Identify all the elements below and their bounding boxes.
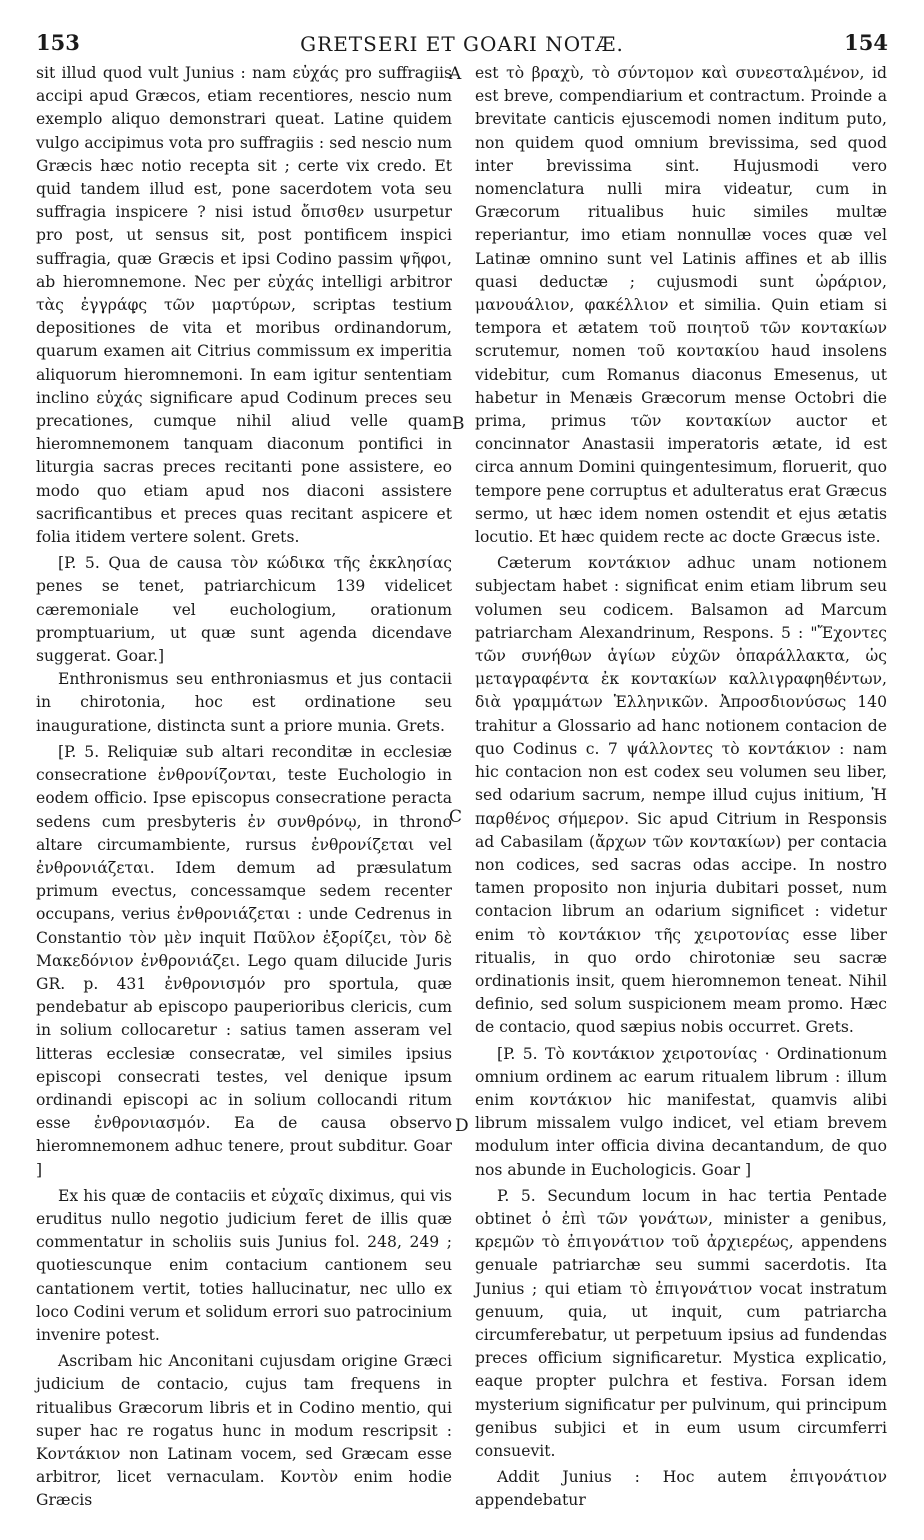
page-number-left: 153 (36, 30, 80, 55)
right-column (475, 62, 887, 1513)
page-number-right: 154 (844, 30, 888, 55)
right-paragraph: Cæterum κοντάκιον adhuc unam notionem subjectam habet : significat enim etiam librum seu volumen seu codicem. Balsamon ad Marcum patriarcham Alexandrinum, Respons. 5 : "Ἔχοντες τῶν συνήθων ἁγίων εὐχῶν ὀπαράλλακτα, ὡς μεταγραφέντα ἐκ κοντακίων καλλιγραφηθέντων, διὰ γραμμάτων Ἑλληνικῶν. Ἀπροσδιονύσως 140 trahitur a Glossario ad hanc notionem contacion de quo Codinus c. 7 ψάλλοντες τὸ κοντάκιον : nam hic contacion non est codex seu volumen seu liber, sed odarium sacrum, nempe illud cujus initium, Ἡ παρθένος σήμερον. Sic apud Citrium in Responsis ad Cabasilam (ἄρχων τῶν κοντακίων) per contacia non codices, sed sacras odas accipe. In nostro tamen proposito non injuria dubitari posset, num contacion librum an odarium significet : videtur enim τὸ κοντάκιον τῆς χειροτονίας esse liber ritualis, in quo ordo chirotoniæ seu sacræ ordinationis insit, quem hieromnemon teneat. Nihil definio, sed solum suspicionem meam promo. Hæc de contacio, quod sæpius nobis occurret. Grets. (475, 554, 887, 1037)
margin-marker-d: D (455, 1116, 469, 1136)
left-paragraph: Ex his quæ de contaciis et εὐχαῖς diximus, qui vis eruditus nullo negotio judicium feret de illis quæ commentatur in scholiis suis Junius fol. 248, 249 ; quotiescunque enim contacium cantionem seu cantationem vertit, toties hallucinatur, nec ullo ex loco Codini verum et solidum errori suo patrocinium invenire potest. (36, 1186, 452, 1344)
left-column (36, 62, 452, 1513)
right-paragraph: est τὸ βραχὺ, τὸ σύντομον καὶ συνεσταλμένον, id est breve, compendiarium et contractum. Proinde a brevitate canticis ejuscemodi nomen inditum puto, non quidem quod omnium brevissima, sed quod inter brevissima sint. Hujusmodi vero nomenclatura nulli mira videatur, cum in Græcorum ritualibus huic similes multæ reperiantur, imo etiam nonnullæ voces quæ vel Latinæ omnino sunt vel Latinis affines et ab illis quasi deductæ ; cujusmodi sunt ὠράριον, μανουάλιον, φακέλλιον et similia. Quin etiam si tempora et ætatem τοῦ ποιητοῦ τῶν κοντακίων scrutemur, nomen τοῦ κοντακίου haud insolens videbitur, cum Romanus diaconus Emesenus, ut habetur in Menæis Græcorum mense Octobri die prima, primus τῶν κοντακίων auctor et concinnator Anastasii imperatoris ætate, id est circa annum Domini quingentesimum, floruerit, quo tempore pene corruptus et adulteratus erat Græcus sermo, ut hæc idem nomen ostendit et ejus ætatis locutio. Et hæc quidem recte ac docte Græcus iste. (475, 64, 887, 547)
left-paragraph: Ascribam hic Anconitani cujusdam origine Græci judicium de contacio, cujus tam frequens in ritualibus Græcorum libris et in Codino mentio, qui super hac re rogatus hunc in modum rescripsit : Κοντάκιον non Latinam vocem, sed Græcam esse arbitror, licet vernaculam. Κοντὸν enim hodie Græcis (36, 1352, 452, 1510)
left-paragraph: [P. 5. Reliquiæ sub altari reconditæ in ecclesiæ consecratione ἐνθρονίζονται, teste Euchologio in eodem officio. Ipse episcopus consecratione peracta sedens cum presbyteris ἐν συνθρόνῳ, in throno altare circumambiente, rursus ἐνθρονίζεται vel ἐνθρονιάζεται. Idem demum ad præsulatum primum evectus, concessamque sedem recenter occupans, verius ἐνθρονιάζεται : unde Cedrenus in Constantio τὸν μὲν inquit Παῦλον ἐξορίζει, τὸν δὲ Μακεδόνιον ἐνθρονιάζει. Lego quam dilucide Juris GR. p. 431 ἐνθρονισμόν pro sportula, quæ pendebatur ab episcopo pauperioribus clericis, cum in solium collocaretur : satius tamen asseram vel litteras ecclesiæ consecratæ, vel similes ipsius episcopi consecrati testes, vel denique ipsum ordinandi episcopi ac in solium collocandi ritum esse ἐνθρονιασμόν. Ea de causa observo hieromnemonem adhuc tenere, prout subditur. Goar ] (36, 742, 452, 1179)
right-paragraph: P. 5. Secundum locum in hac tertia Pentade obtinet ὁ ἐπὶ τῶν γονάτων, minister a genibus, κρεμῶν τὸ ἐπιγονάτιον τοῦ ἀρχιερέως, appendens genuale patriarchæ seu summi sacerdotis. Ita Junius ; qui etiam τὸ ἐπιγονάτιον vocat instratum genuum, quia, ut inquit, cum patriarcha circumferebatur, ut perpetuum ipsius ad fundendas preces officium significaretur. Mystica explicatio, eaque propter pulchra et festiva. Forsan idem mysterium significatur per pulvinum, qui principum genibus subjici et in eum usum circumferri consuevit. (475, 1186, 887, 1460)
left-paragraph: [P. 5. Qua de causa τὸν κώδικα τῆς ἐκκλησίας penes se tenet, patriarchicum 139 videlicet cæremoniale vel euchologium, orationum promptuarium, ut quæ sunt agenda dicendave suggerat. Goar.] (36, 554, 452, 666)
left-paragraph: Enthronismus seu enthroniasmus et jus contacii in chirotonia, hoc est ordinatione seu inaugurationе, distincta sunt a priore munia. Grets. (36, 670, 452, 735)
right-paragraph: [P. 5. Τὸ κοντάκιον χειροτονίας · Ordinationum omnium ordinem ac earum ritualem librum : illum enim κοντάκιον hic manifestat, quamvis alibi librum missalem vulgo indicet, vel etiam brevem modulum inter officia divina decantandum, de quo nos abunde in Euchologicis. Goar ] (475, 1044, 887, 1179)
margin-marker-c: C (449, 807, 463, 827)
page-header (36, 30, 888, 60)
margin-marker-b: B (452, 414, 465, 434)
running-title: GRETSERI ET GOARI NOTÆ. (300, 32, 624, 56)
margin-marker-a: A (449, 64, 462, 84)
right-paragraph: Addit Junius : Hoc autem ἐπιγονάτιον appendebatur (475, 1468, 887, 1510)
left-paragraph: sit illud quod vult Junius : nam εὐχάς pro suffragiis accipi apud Græcos, etiam recentiores, nescio num exemplo aliquo demonstrari queat. Latine quidem vulgo accipimus vota pro suffragiis : sed nescio num Græcis hæc notio recepta sit ; certe vix credo. Et quid tandem illud est, pone sacerdotem vota seu suffragia inspicere ? nisi istud ὄπισθεν usurpetur pro post, ut sensus sit, post pontificem inspici suffragia, quæ Græcis et ipsi Codino passim ψῆφοι, ab hieromnemone. Nec per εὐχάς intelligi arbitror τὰς ἐγγράφ̣ς τῶν μαρτύρων, scriptas testium depositiones de vita et moribus ordinandorum, quarum examen ait Citrius commissum ex imperitia aliquorum hieromnemoni. In eam igitur sententiam inclino εὐχάς significare apud Codinum preces seu precationes, cumque nihil aliud velle quam hieromnemonem tanquam diaconum pontifici in liturgia sacras preces recitanti pone assistere, eo modo quo etiam apud nos diaconi assistere sacrificantibus et preces quas recitant aspicere et folia itidem vertere solent. Grets. (36, 64, 452, 547)
